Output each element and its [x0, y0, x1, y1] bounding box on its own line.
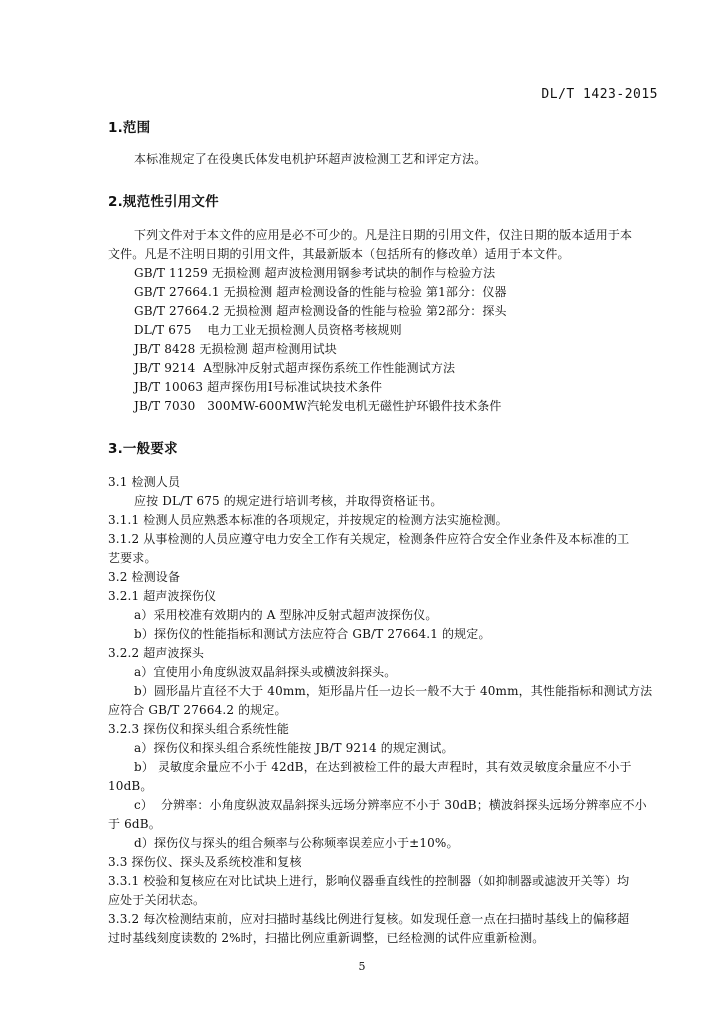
clause-text: 应按 DL/T 675 的规定进行培训考核，并取得资格证书。 [134, 494, 443, 508]
list-item-continued: 于 6dB。 [108, 817, 161, 831]
clause-text: 艺要求。 [108, 551, 157, 565]
clause-text: 应处于关闭状态。 [108, 893, 206, 907]
list-item: a）采用校准有效期内的 A 型脉冲反射式超声波探伤仪。 [134, 608, 438, 622]
clause-text: 3.1.1 检测人员应熟悉本标准的各项规定，并按规定的检测方法实施检测。 [108, 513, 508, 527]
clause-heading: 3.2 检测设备 [108, 570, 181, 584]
reference-item: DL/T 675 电力工业无损检测人员资格考核规则 [134, 323, 402, 337]
list-item: b）探伤仪的性能指标和测试方法应符合 GB/T 27664.1 的规定。 [134, 627, 491, 641]
clause-text: 3.3.2 每次检测结束前，应对扫描时基线比例进行复核。如发现任意一点在扫描时基线上的偏移超 [108, 912, 630, 926]
reference-item: GB/T 27664.2 无损检测 超声检测设备的性能与检验 第2部分：探头 [134, 304, 507, 318]
clause-text: 3.1.2 从事检测的人员应遵守电力安全工作有关规定，检测条件应符合安全作业条件及本标准的工 [108, 532, 630, 546]
reference-item: JB/T 8428 无损检测 超声检测用试块 [134, 342, 337, 356]
reference-item: JB/T 7030 300MW-600MW汽轮发电机无磁性护环锻件技术条件 [134, 399, 502, 413]
list-item: b） 灵敏度余量应不小于 42dB，在达到被检工件的最大声程时，其有效灵敏度余量应不小于 [134, 760, 632, 774]
reference-item: GB/T 11259 无损检测 超声波检测用钢参考试块的制作与检验方法 [134, 266, 496, 280]
clause-heading: 3.3 探伤仪、探头及系统校准和复核 [108, 855, 302, 869]
list-item: a）探伤仪和探头组合系统性能按 JB/T 9214 的规定测试。 [134, 741, 454, 755]
clause-heading: 3.1 检测人员 [108, 475, 181, 489]
reference-item: JB/T 10063 超声探伤用Ⅰ号标准试块技术条件 [134, 380, 383, 394]
section-1-title: 1.范围 [108, 120, 151, 136]
reference-item: GB/T 27664.1 无损检测 超声检测设备的性能与检验 第1部分：仪器 [134, 285, 507, 299]
section-2-paragraph-line-2: 文件。凡是不注明日期的引用文件，其最新版本（包括所有的修改单）适用于本文件。 [108, 247, 570, 261]
page-number: 5 [358, 960, 366, 973]
section-2-paragraph-line-1: 下列文件对于本文件的应用是必不可少的。凡是注日期的引用文件，仅注日期的版本适用于本 [134, 228, 633, 242]
section-2-title: 2.规范性引用文件 [108, 194, 219, 210]
clause-heading: 3.2.2 超声波探头 [108, 646, 204, 660]
clause-heading: 3.2.1 超声波探伤仪 [108, 589, 217, 603]
list-item-continued: 10dB。 [108, 779, 153, 793]
clause-text: 过时基线刻度读数的 2%时，扫描比例应重新调整，已经检测的试件应重新检测。 [108, 931, 545, 945]
clause-heading: 3.2.3 探伤仪和探头组合系统性能 [108, 722, 290, 736]
list-item-continued: 应符合 GB/T 27664.2 的规定。 [108, 703, 287, 717]
clause-text: 3.3.1 校验和复核应在对比试块上进行，影响仪器垂直线性的控制器（如抑制器或滤波开关等）均 [108, 874, 630, 888]
section-3-title: 3.一般要求 [108, 441, 178, 457]
section-1-paragraph: 本标准规定了在役奥氏体发电机护环超声波检测工艺和评定方法。 [134, 152, 487, 166]
standard-code: DL/T 1423-2015 [541, 87, 658, 102]
reference-item: JB/T 9214 A型脉冲反射式超声探伤系统工作性能测试方法 [134, 361, 456, 375]
list-item: c） 分辨率：小角度纵波双晶斜探头远场分辨率应不小于 30dB；横波斜探头远场分辨率应不小 [134, 798, 647, 812]
list-item: d）探伤仪与探头的组合频率与公称频率误差应小于±10%。 [134, 836, 459, 850]
list-item: b）圆形晶片直径不大于 40mm，矩形晶片任一边长一般不大于 40mm，其性能指标和测试方法 [134, 684, 653, 698]
list-item: a）宜使用小角度纵波双晶斜探头或横波斜探头。 [134, 665, 397, 679]
